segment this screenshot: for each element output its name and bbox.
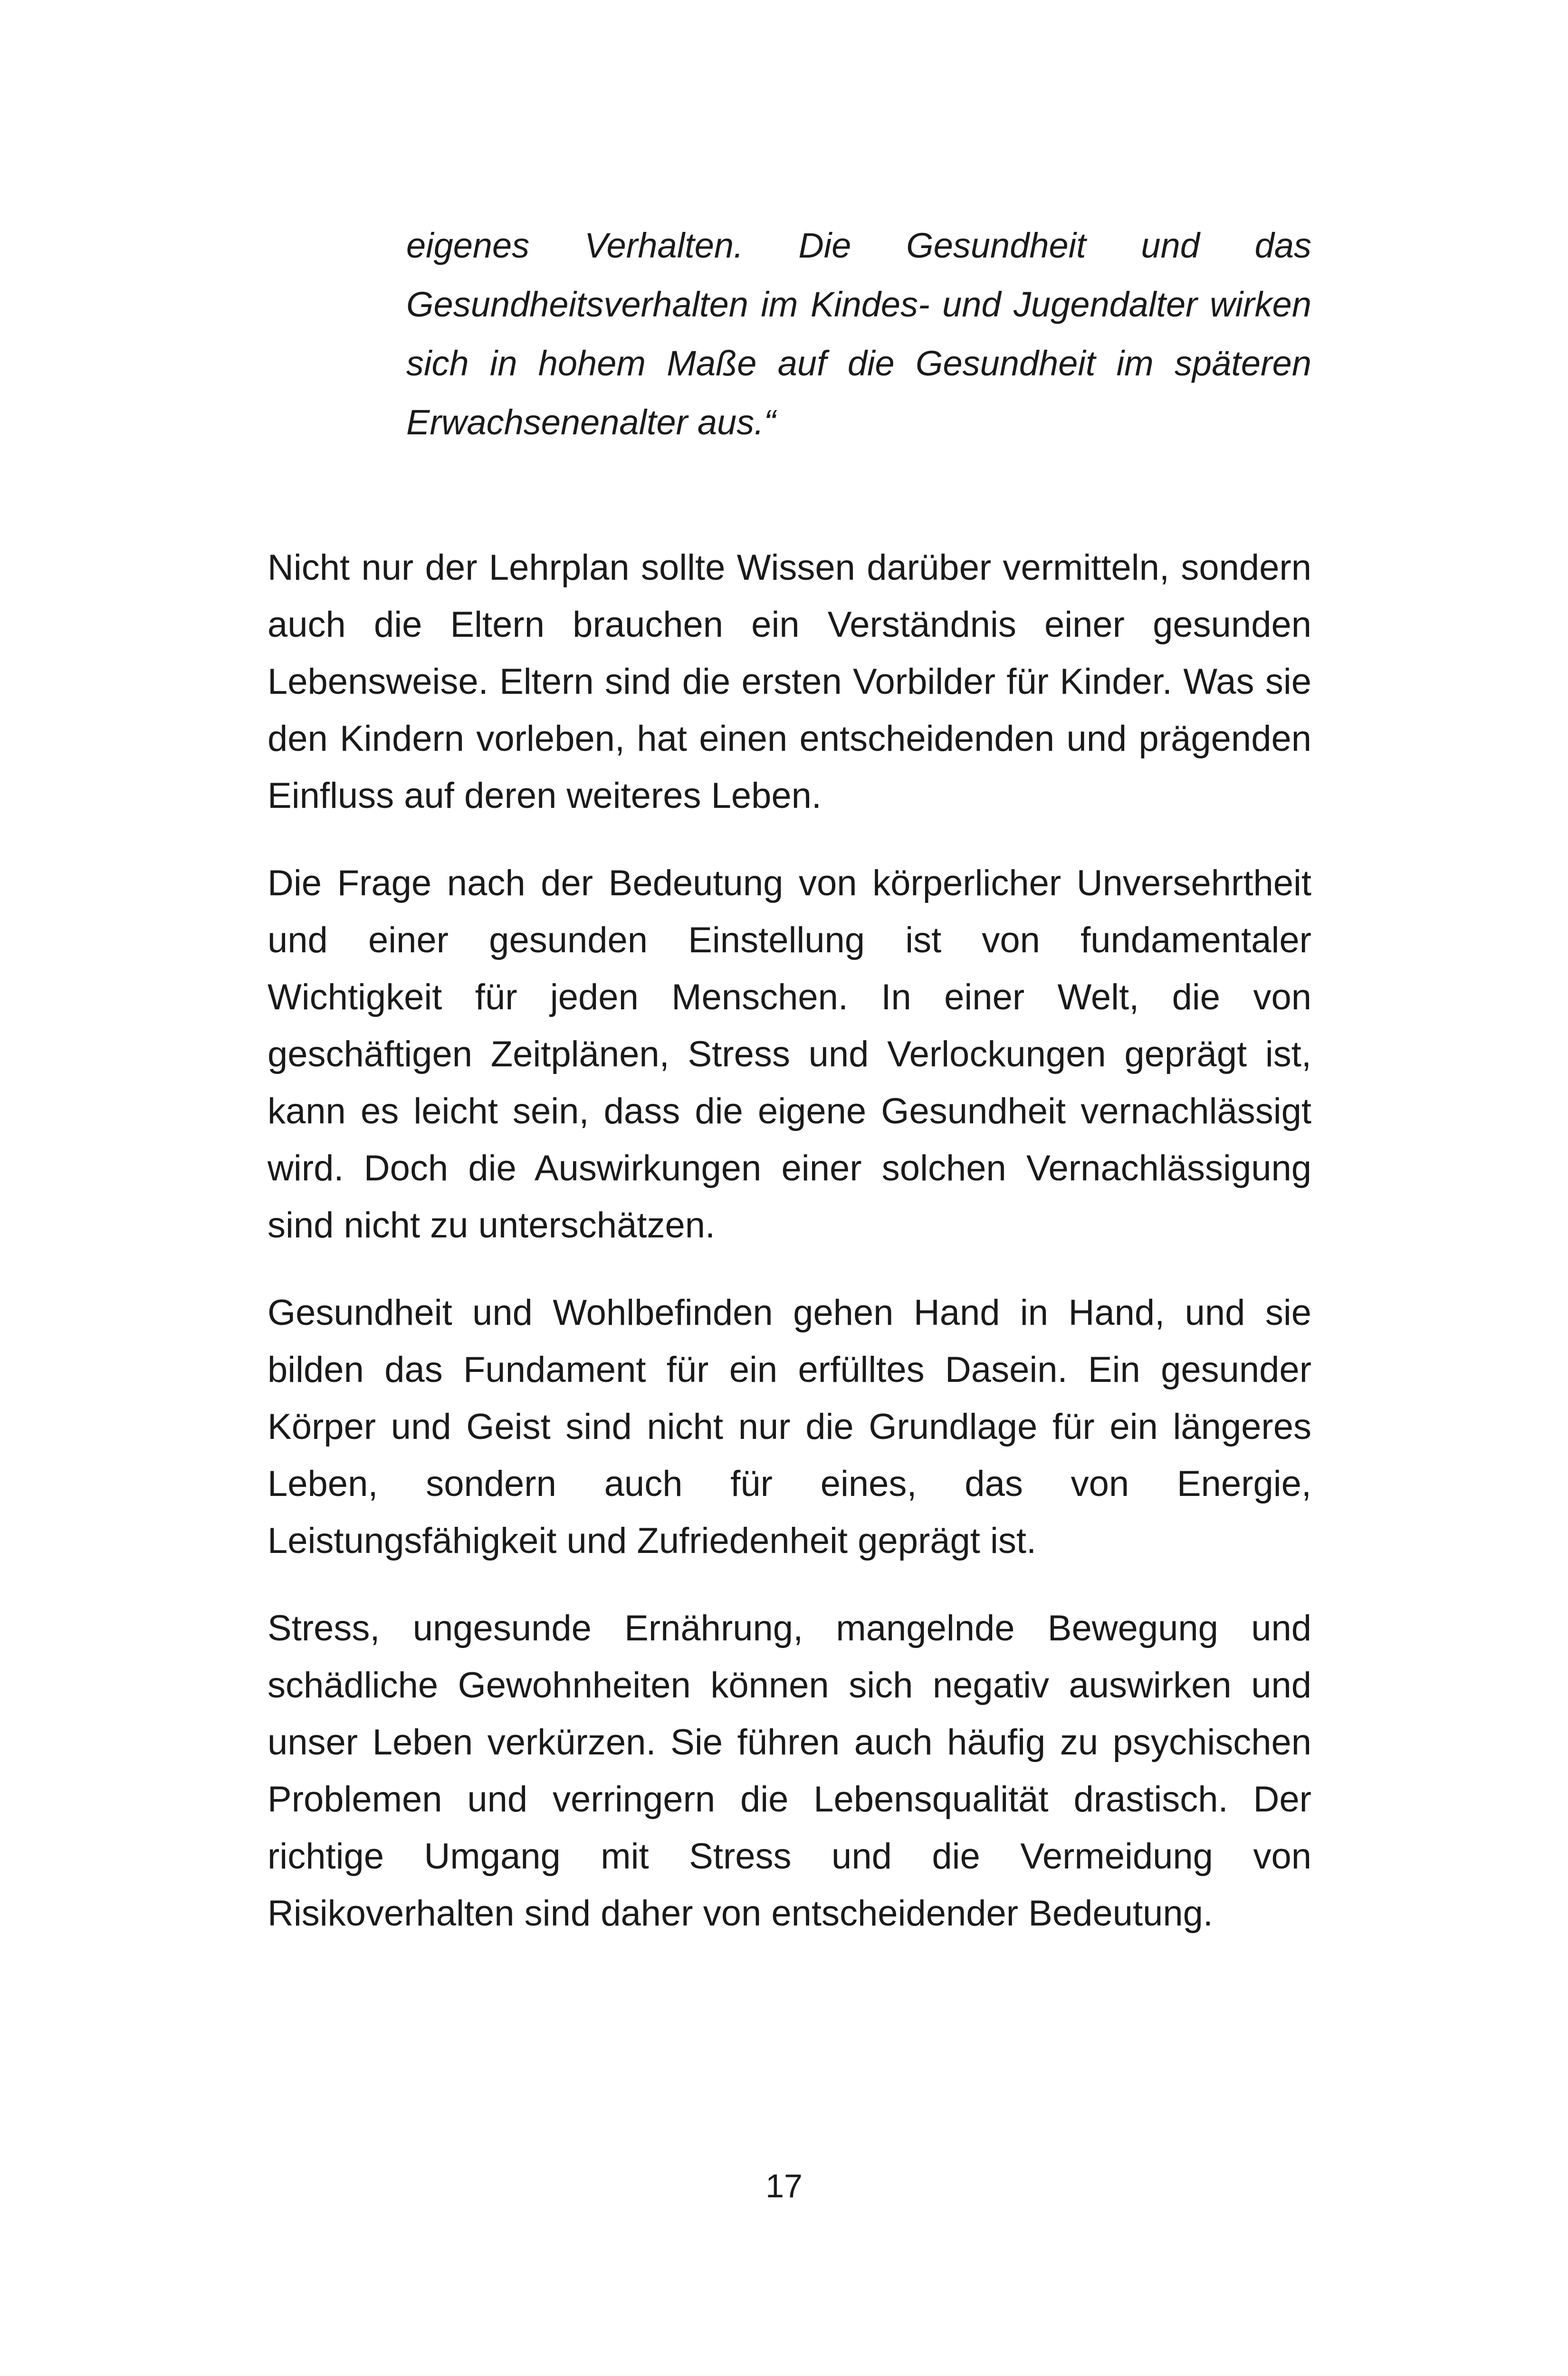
- paragraph-stress-and-risks: Stress, ungesunde Ernährung, mangelnde Bewegung und schädliche Gewohnheiten können sich negativ auswirken und unser Leben verkürzen. Sie führen auch häufig zu psychischen Problemen und verringern die Lebensqualität drastisch. Der richtige Umgang mit Stress und die Vermeidung von Risikoverhalten sind daher von entscheidender Bedeutung.: [268, 1608, 1311, 1934]
- quote-continuation: eigenes Verhalten. Die Gesundheit und das Gesundheitsverhalten im Kindes- und Jugendalter wirken sich in hohem Maße auf die Gesundheit im späteren Erwachsenenalter aus.“: [406, 226, 1311, 442]
- page-number: 17: [765, 2167, 803, 2204]
- body-text: [268, 539, 1311, 1973]
- paragraph-importance-of-health: Die Frage nach der Bedeutung von körperlicher Unversehrtheit und einer gesunden Einstellung ist von fundamentaler Wichtigkeit für jeden Menschen. In einer Welt, die von geschäftigen Zeitplänen, Stress und Verlockungen geprägt ist, kann es leicht sein, dass die eigene Gesundheit vernachlässigt wird. Doch die Auswirkungen einer solchen Vernachlässigung sind nicht zu unterschätzen.: [268, 863, 1311, 1245]
- paragraph-parents-role-models: Nicht nur der Lehrplan sollte Wissen darüber vermitteln, sondern auch die Eltern brauchen ein Verständnis einer gesunden Lebensweise. Eltern sind die ersten Vorbilder für Kinder. Was sie den Kindern vorleben, hat einen entscheidenden und prägenden Einfluss auf deren weiteres Leben.: [268, 547, 1311, 816]
- paragraph-health-and-wellbeing: Gesundheit und Wohlbefinden gehen Hand in Hand, und sie bilden das Fundament für ein erfülltes Dasein. Ein gesunder Körper und Geist sind nicht nur die Grundlage für ein längeres Leben, sondern auch für eines, das von Energie, Leistungsfähigkeit und Zufriedenheit geprägt ist.: [268, 1293, 1311, 1561]
